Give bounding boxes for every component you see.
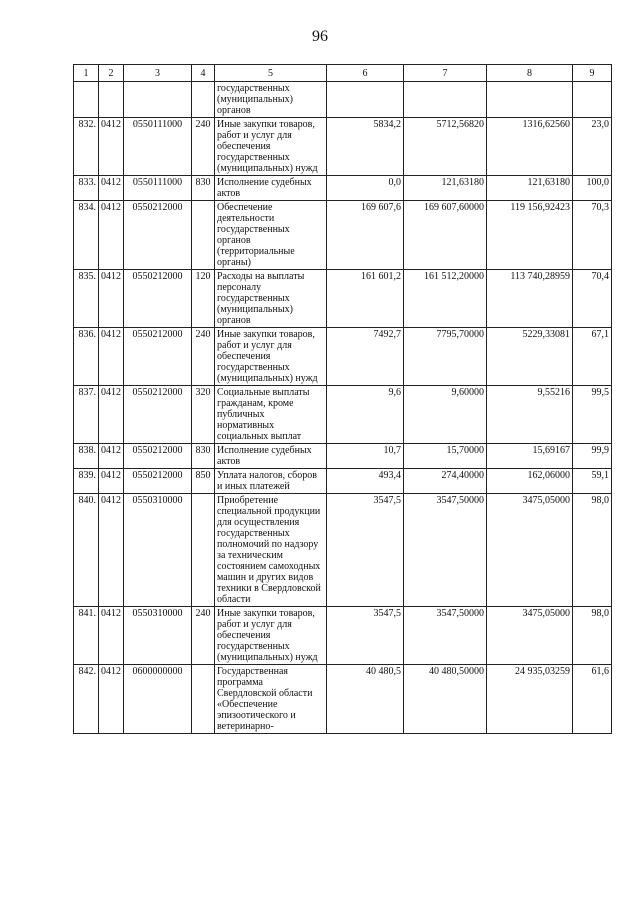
table-row xyxy=(74,270,612,328)
execution-percent: 100,0 xyxy=(573,176,612,201)
header-cell: 3 xyxy=(124,65,192,82)
target-article-code: 0550310000 xyxy=(124,607,192,665)
target-article-code: 0550212000 xyxy=(124,328,192,386)
target-article-code: 0550212000 xyxy=(124,270,192,328)
target-article-code: 0550111000 xyxy=(124,118,192,176)
table-row xyxy=(74,494,612,607)
target-article-code: 0550111000 xyxy=(124,176,192,201)
refined-amount: 7795,70000 xyxy=(404,328,487,386)
header-cell: 1 xyxy=(74,65,99,82)
expense-type-code: 830 xyxy=(192,444,215,469)
table-row xyxy=(74,444,612,469)
approved-amount: 5834,2 xyxy=(327,118,404,176)
table-row xyxy=(74,82,612,118)
table-row xyxy=(74,176,612,201)
execution-percent: 98,0 xyxy=(573,607,612,665)
target-article-code: 0550212000 xyxy=(124,386,192,444)
execution-percent: 67,1 xyxy=(573,328,612,386)
budget-table xyxy=(73,64,612,734)
section-code: 0412 xyxy=(99,494,124,607)
executed-amount: 3475,05000 xyxy=(487,494,573,607)
approved-amount: 9,6 xyxy=(327,386,404,444)
header-cell: 4 xyxy=(192,65,215,82)
section-code: 0412 xyxy=(99,270,124,328)
section-code: 0412 xyxy=(99,665,124,734)
expense-type-code: 850 xyxy=(192,469,215,494)
expense-type-code xyxy=(192,82,215,118)
expense-type-code: 320 xyxy=(192,386,215,444)
expense-type-code: 240 xyxy=(192,607,215,665)
execution-percent: 59,1 xyxy=(573,469,612,494)
row-number xyxy=(74,82,99,118)
approved-amount: 40 480,5 xyxy=(327,665,404,734)
executed-amount: 113 740,28959 xyxy=(487,270,573,328)
section-code: 0412 xyxy=(99,469,124,494)
header-cell: 8 xyxy=(487,65,573,82)
section-code: 0412 xyxy=(99,328,124,386)
row-number: 839. xyxy=(74,469,99,494)
target-article-code xyxy=(124,82,192,118)
section-code: 0412 xyxy=(99,201,124,270)
expense-type-code: 240 xyxy=(192,118,215,176)
approved-amount: 3547,5 xyxy=(327,494,404,607)
row-number: 838. xyxy=(74,444,99,469)
item-name: Исполнение судебных актов xyxy=(215,176,327,201)
row-number: 837. xyxy=(74,386,99,444)
table-row xyxy=(74,665,612,734)
section-code: 0412 xyxy=(99,118,124,176)
refined-amount: 3547,50000 xyxy=(404,494,487,607)
table-row xyxy=(74,386,612,444)
refined-amount: 121,63180 xyxy=(404,176,487,201)
table-row xyxy=(74,469,612,494)
execution-percent: 23,0 xyxy=(573,118,612,176)
expense-type-code: 830 xyxy=(192,176,215,201)
approved-amount: 0,0 xyxy=(327,176,404,201)
row-number: 833. xyxy=(74,176,99,201)
expense-type-code xyxy=(192,494,215,607)
execution-percent: 70,4 xyxy=(573,270,612,328)
row-number: 835. xyxy=(74,270,99,328)
execution-percent: 61,6 xyxy=(573,665,612,734)
item-name: Расходы на выплаты персоналу государственных (муниципальных) органов xyxy=(215,270,327,328)
section-code: 0412 xyxy=(99,444,124,469)
header-cell: 6 xyxy=(327,65,404,82)
table-row xyxy=(74,118,612,176)
executed-amount: 5229,33081 xyxy=(487,328,573,386)
page-number: 96 xyxy=(312,28,328,45)
refined-amount: 169 607,60000 xyxy=(404,201,487,270)
approved-amount: 10,7 xyxy=(327,444,404,469)
item-name: Иные закупки товаров, работ и услуг для обеспечения государственных (муниципальных) нужд xyxy=(215,118,327,176)
approved-amount xyxy=(327,82,404,118)
target-article-code: 0600000000 xyxy=(124,665,192,734)
header-cell: 7 xyxy=(404,65,487,82)
item-name: Иные закупки товаров, работ и услуг для обеспечения государственных (муниципальных) нужд xyxy=(215,607,327,665)
refined-amount xyxy=(404,82,487,118)
approved-amount: 493,4 xyxy=(327,469,404,494)
row-number: 836. xyxy=(74,328,99,386)
section-code: 0412 xyxy=(99,607,124,665)
target-article-code: 0550212000 xyxy=(124,201,192,270)
item-name: государственных (муниципальных) органов xyxy=(215,82,327,118)
executed-amount: 1316,62560 xyxy=(487,118,573,176)
table-row xyxy=(74,201,612,270)
executed-amount: 121,63180 xyxy=(487,176,573,201)
section-code: 0412 xyxy=(99,386,124,444)
item-name: Уплата налогов, сборов и иных платежей xyxy=(215,469,327,494)
item-name: Исполнение судебных актов xyxy=(215,444,327,469)
executed-amount: 162,06000 xyxy=(487,469,573,494)
section-code xyxy=(99,82,124,118)
item-name: Приобретение специальной продукции для осуществления государственных полномочий по надзору за техническим состоянием самоходных машин и других видов техники в Свердловской области xyxy=(215,494,327,607)
row-number: 834. xyxy=(74,201,99,270)
header-cell: 5 xyxy=(215,65,327,82)
target-article-code: 0550212000 xyxy=(124,469,192,494)
executed-amount: 24 935,03259 xyxy=(487,665,573,734)
execution-percent: 98,0 xyxy=(573,494,612,607)
approved-amount: 169 607,6 xyxy=(327,201,404,270)
row-number: 841. xyxy=(74,607,99,665)
refined-amount: 40 480,50000 xyxy=(404,665,487,734)
item-name: Обеспечение деятельности государственных органов (территориальные органы) xyxy=(215,201,327,270)
table-row xyxy=(74,607,612,665)
execution-percent: 99,9 xyxy=(573,444,612,469)
expense-type-code xyxy=(192,665,215,734)
refined-amount: 274,40000 xyxy=(404,469,487,494)
expense-type-code xyxy=(192,201,215,270)
item-name: Государственная программа Свердловской области «Обеспечение эпизоотического и ветеринарно- xyxy=(215,665,327,734)
row-number: 840. xyxy=(74,494,99,607)
header-cell: 9 xyxy=(573,65,612,82)
execution-percent: 70,3 xyxy=(573,201,612,270)
execution-percent: 99,5 xyxy=(573,386,612,444)
executed-amount: 15,69167 xyxy=(487,444,573,469)
executed-amount: 3475,05000 xyxy=(487,607,573,665)
item-name: Социальные выплаты гражданам, кроме публичных нормативных социальных выплат xyxy=(215,386,327,444)
table-row xyxy=(74,328,612,386)
item-name: Иные закупки товаров, работ и услуг для обеспечения государственных (муниципальных) нужд xyxy=(215,328,327,386)
executed-amount: 9,55216 xyxy=(487,386,573,444)
approved-amount: 7492,7 xyxy=(327,328,404,386)
header-cell: 2 xyxy=(99,65,124,82)
refined-amount: 5712,56820 xyxy=(404,118,487,176)
refined-amount: 3547,50000 xyxy=(404,607,487,665)
row-number: 832. xyxy=(74,118,99,176)
expense-type-code: 240 xyxy=(192,328,215,386)
row-number: 842. xyxy=(74,665,99,734)
section-code: 0412 xyxy=(99,176,124,201)
expense-type-code: 120 xyxy=(192,270,215,328)
refined-amount: 9,60000 xyxy=(404,386,487,444)
refined-amount: 15,70000 xyxy=(404,444,487,469)
target-article-code: 0550310000 xyxy=(124,494,192,607)
executed-amount: 119 156,92423 xyxy=(487,201,573,270)
execution-percent xyxy=(573,82,612,118)
target-article-code: 0550212000 xyxy=(124,444,192,469)
header-row xyxy=(74,65,612,82)
approved-amount: 161 601,2 xyxy=(327,270,404,328)
executed-amount xyxy=(487,82,573,118)
approved-amount: 3547,5 xyxy=(327,607,404,665)
refined-amount: 161 512,20000 xyxy=(404,270,487,328)
